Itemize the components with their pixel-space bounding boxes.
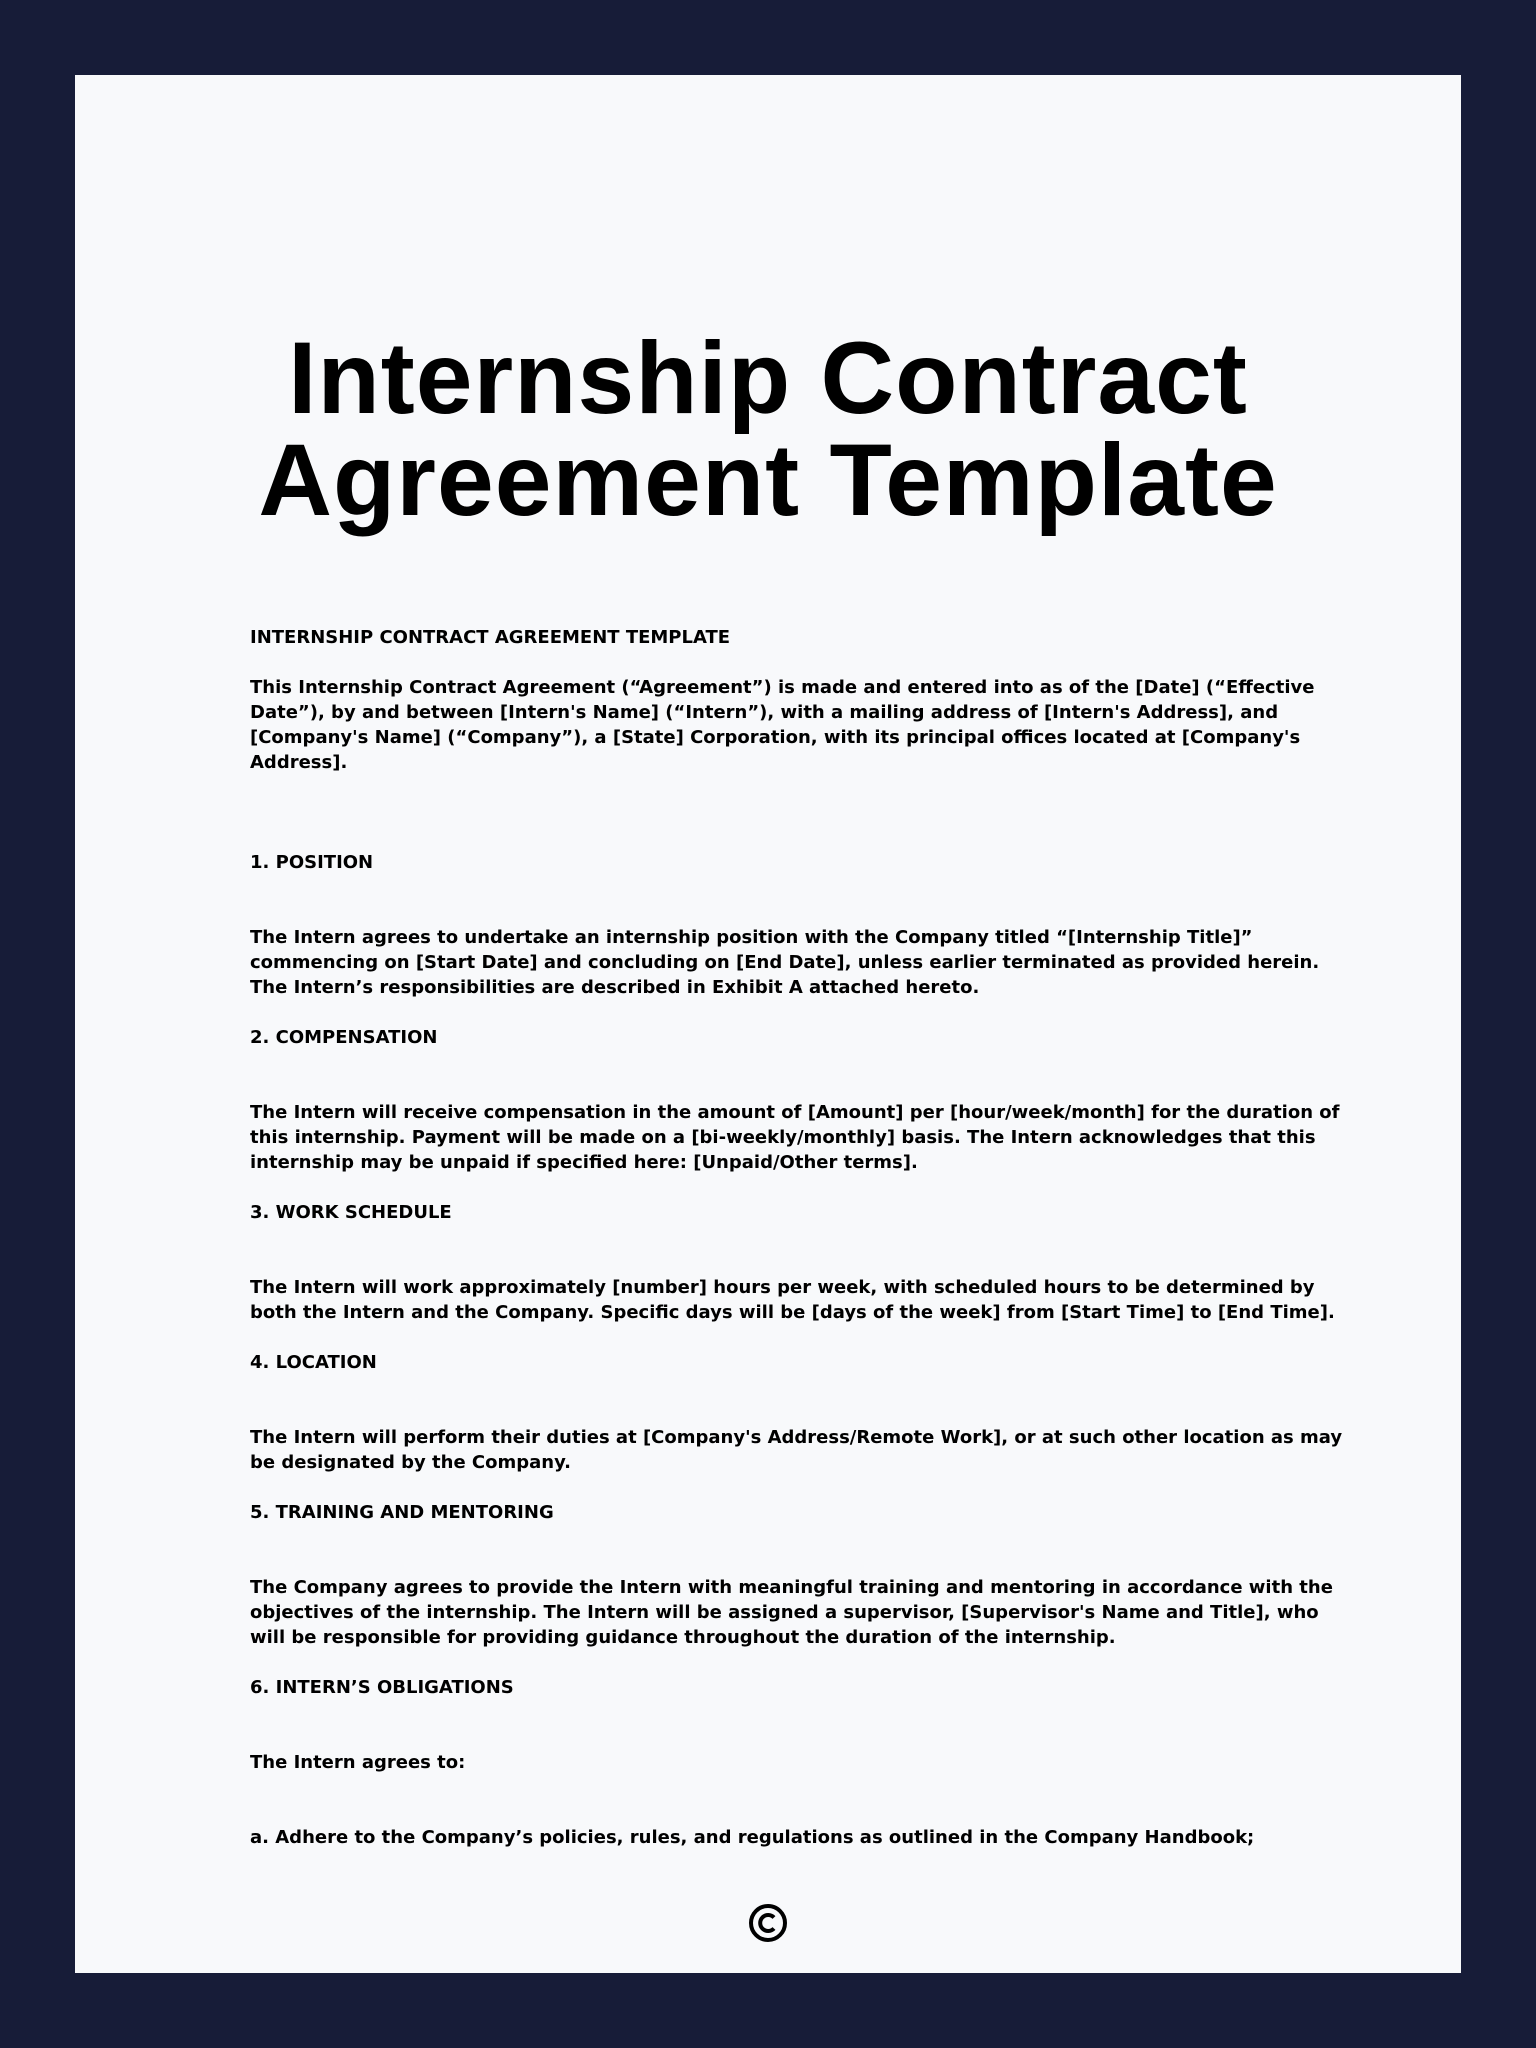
section-text-training: The Company agrees to provide the Intern with meaningful training and mentoring in accordance with the objectives of the internship. The Intern will be assigned a supervisor, [Supervisor's Name and Title], who will be responsible for providing guidance throughout the duration of the internship.	[250, 1577, 1333, 1648]
document-body	[250, 625, 1360, 1850]
contract-heading: INTERNSHIP CONTRACT AGREEMENT TEMPLATE	[250, 627, 731, 648]
section-heading-training: 5. TRAINING AND MENTORING	[250, 1502, 554, 1523]
document-page	[75, 75, 1461, 1973]
section-heading-position: 1. POSITION	[250, 852, 374, 873]
obligation-item-a: a. Adhere to the Company’s policies, rules, and regulations as outlined in the Company Handbook;	[250, 1827, 1255, 1848]
section-heading-compensation: 2. COMPENSATION	[250, 1027, 438, 1048]
copyright-icon	[748, 1903, 788, 1943]
title-line-2: Agreement Template	[258, 423, 1278, 537]
footer	[75, 1903, 1461, 1948]
section-text-position: The Intern agrees to undertake an internship position with the Company titled “[Internship Title]” commencing on [Start Date] and concluding on [End Date], unless earlier terminated as provided herein. The Intern’s responsibilities are described in Exhibit A attached hereto.	[250, 927, 1320, 998]
section-text-location: The Intern will perform their duties at [Company's Address/Remote Work], or at such other location as may be designated by the Company.	[250, 1427, 1343, 1473]
section-text-work-schedule: The Intern will work approximately [number] hours per week, with scheduled hours to be determined by both the Intern and the Company. Specific days will be [days of the week] from [Start Time] to [End Time].	[250, 1277, 1335, 1323]
document-title	[75, 321, 1461, 537]
section-heading-obligations: 6. INTERN’S OBLIGATIONS	[250, 1677, 514, 1698]
section-heading-work-schedule: 3. WORK SCHEDULE	[250, 1202, 452, 1223]
title-line-1: Internship Contract	[288, 321, 1248, 435]
intro-paragraph: This Internship Contract Agreement (“Agreement”) is made and entered into as of the [Date] (“Effective Date”), by and between [Intern's Name] (“Intern”), with a mailing address of [Intern's Address], and [Company's Name] (“Company”), a [State] Corporation, with its principal offices located at [Company's Address].	[250, 677, 1315, 773]
section-heading-location: 4. LOCATION	[250, 1352, 377, 1373]
section-text-obligations: The Intern agrees to:	[250, 1752, 466, 1773]
section-text-compensation: The Intern will receive compensation in the amount of [Amount] per [hour/week/month] for the duration of this internship. Payment will be made on a [bi-weekly/monthly] basis. The Intern acknowledges that this internship may be unpaid if specified here: [Unpaid/Other terms].	[250, 1102, 1340, 1173]
